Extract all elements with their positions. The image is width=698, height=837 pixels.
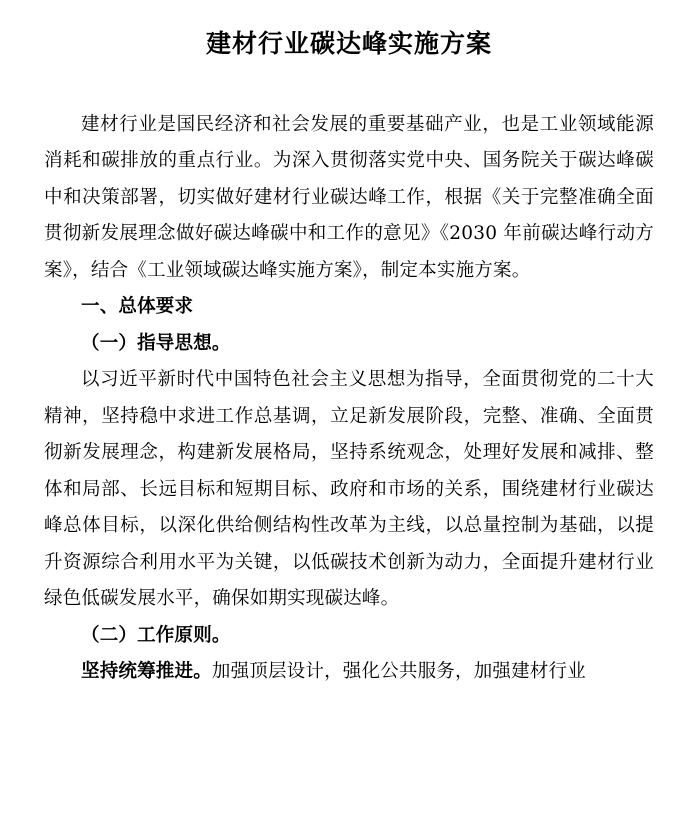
page-title: 建材行业碳达峰实施方案 xyxy=(205,29,492,58)
document-body xyxy=(44,107,654,691)
subsection-heading-1: （一）指导思想。 xyxy=(81,332,231,354)
intro-paragraph: 建材行业是国民经济和社会发展的重要基础产业，也是工业领域能源消耗和碳排放的重点行业。为深入贯彻落实党中央、国务院关于碳达峰碳中和决策部署，切实做好建材行业碳达峰工作，根据《关于完整准确全面贯彻新发展理念做好碳达峰碳中和工作的意见》《2030 年前碳达峰行动方案》，结合《工业领域碳达峰实施方案》，制定本实施方案。 xyxy=(44,113,654,281)
section-heading-1: 一、总体要求 xyxy=(81,296,194,317)
guiding-thought-paragraph: 以习近平新时代中国特色社会主义思想为指导，全面贯彻党的二十大精神，坚持稳中求进工作总基调，立足新发展阶段，完整、准确、全面贯彻新发展理念，构建新发展格局，坚持系统观念，处理好发展和减排、整体和局部、长远目标和短期目标、政府和市场的关系，围绕建材行业碳达峰总体目标，以深化供给侧结构性改革为主线，以总量控制为基础，以提升资源综合利用水平为关键，以低碳技术创新为动力，全面提升建材行业绿色低碳发展水平，确保如期实现碳达峰。 xyxy=(44,369,654,609)
work-principle-text: 加强顶层设计，强化公共服务，加强建材行业 xyxy=(211,661,586,682)
work-principle-paragraph-1 xyxy=(44,654,654,691)
subsection-heading-2: （二）工作原则。 xyxy=(81,624,231,646)
work-principle-lead: 坚持统筹推进。 xyxy=(81,661,212,682)
